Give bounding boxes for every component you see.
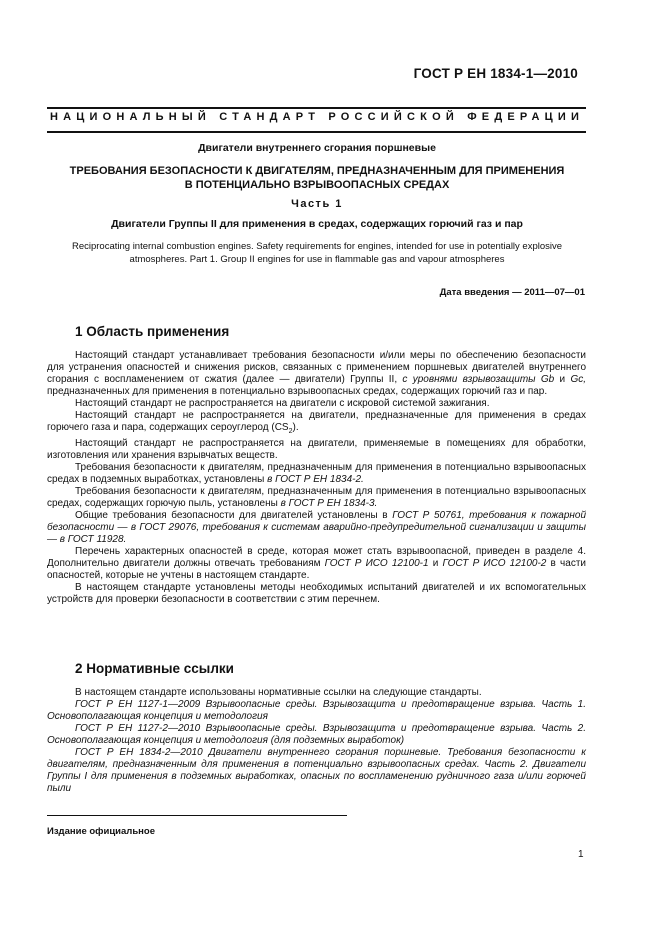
paragraph: Настоящий стандарт не распространяется на двигатели с искровой системой зажигания. <box>75 398 490 409</box>
paragraph: Требования безопасности к двигателям, предназначенным для применения в потенциально взрывоопасных средах, содержащих горючую пыль, установлены в ГОСТ Р ЕН 1834-3. <box>47 486 586 509</box>
english-title <box>47 240 587 266</box>
main-title-line-a: ТРЕБОВАНИЯ БЕЗОПАСНОСТИ К ДВИГАТЕЛЯМ, ПРЕДНАЗНАЧЕННЫМ ДЛЯ ПРИМЕНЕНИЯ <box>69 165 565 177</box>
paragraph: В настоящем стандарте установлены методы необходимых испытаний двигателей и их вспомогательных устройств для проверки безопасности в соответствии с этим перечнем. <box>47 582 586 605</box>
section-2-heading: 2 Нормативные ссылки <box>75 661 234 676</box>
reference-item: ГОСТ Р ЕН 1127-2—2010 Взрывоопасные среды. Взрывозащита и предотвращение взрыва. Часть 2. Основополагающая концепция и методология (для подземных выработок) <box>47 723 586 746</box>
paragraph: Перечень характерных опасностей в среде, которая может стать взрывоопасной, приведен в разделе 4. Дополнительно двигатели должны отвечать требованиям ГОСТ Р ИСО 12100-1 и ГОСТ Р ИСО 12100-2 в части опасностей, которые не учтены в настоящем стандарте. <box>47 546 586 581</box>
introduction-date: Дата введения — 2011—07—01 <box>439 287 585 298</box>
national-standard-banner: НАЦИОНАЛЬНЫЙ СТАНДАРТ РОССИЙСКОЙ ФЕДЕРАЦИИ <box>49 111 585 123</box>
section-2-body <box>47 687 586 795</box>
main-title <box>47 164 587 192</box>
part-label: Часть 1 <box>291 198 343 210</box>
paragraph: Требования безопасности к двигателям, предназначенным для применения в потенциально взрывоопасных средах в подземных выработках, установлены в ГОСТ Р ЕН 1834-2. <box>47 462 586 485</box>
footer-rule <box>47 815 347 816</box>
paragraph: Настоящий стандарт устанавливает требования безопасности и/или меры по обеспечению безопасности для устранения опасностей и снижения рисков, связанных с применением поршневых двигателей внутреннего сгорания с воспламенением от сжатия (далее — двигатели) Группы II, с уровнями взрывозащиты Gb и Gc, предназначенных для применения в потенциально взрывоопасных средах, содержащих горючий газ и пар. <box>47 350 586 397</box>
english-title-line-a: Reciprocating internal combustion engines. Safety requirements for engines, intended for use in potentially explosive <box>71 241 563 252</box>
reference-item: ГОСТ Р ЕН 1127-1—2009 Взрывоопасные среды. Взрывозащита и предотвращение взрыва. Часть 1. Основополагающая концепция и методология <box>47 699 586 722</box>
section-1-body <box>47 350 586 606</box>
page-number: 1 <box>578 849 584 860</box>
title-line-1: Двигатели внутреннего сгорания поршневые <box>198 142 436 154</box>
paragraph: Общие требования безопасности для двигателей установлены в ГОСТ Р 50761, требования к пожарной безопасности — в ГОСТ 29076, требования к системам аварийно-предупредительной сигнализации и защиты — в ГОСТ 11928. <box>47 510 587 545</box>
subtitle: Двигатели Группы II для применения в средах, содержащих горючий газ и пар <box>111 218 523 230</box>
main-title-line-b: В ПОТЕНЦИАЛЬНО ВЗРЫВООПАСНЫХ СРЕДАХ <box>184 179 450 191</box>
paragraph: Настоящий стандарт не распространяется на двигатели, предназначенные для применения в средах горючего газа и пара, содержащих сероуглерод $(CS_2)$. <box>47 410 586 435</box>
english-title-line-b: atmospheres. Part 1. Group II engines for use in flammable gas and vapour atmospheres <box>129 254 505 265</box>
gost-number: ГОСТ Р ЕН 1834-1—2010 <box>413 66 578 81</box>
official-edition-label: Издание официальное <box>47 826 155 837</box>
reference-item: ГОСТ Р ЕН 1834-2—2010 Двигатели внутреннего сгорания поршневые. Требования безопасности к двигателям, предназначенным для применения в потенциально взрывоопасных средах. Часть 2. Двигатели Группы I для применения в подземных выработках, опасных по воспламенению рудничного газа и/или горючей пыли <box>47 747 586 794</box>
paragraph: Настоящий стандарт не распространяется на двигатели, применяемые в помещениях для обработки, изготовления или хранения взрывчатых веществ. <box>47 438 586 461</box>
section-1-heading: 1 Область применения <box>75 324 230 339</box>
paragraph: В настоящем стандарте использованы нормативные ссылки на следующие стандарты. <box>75 687 482 698</box>
